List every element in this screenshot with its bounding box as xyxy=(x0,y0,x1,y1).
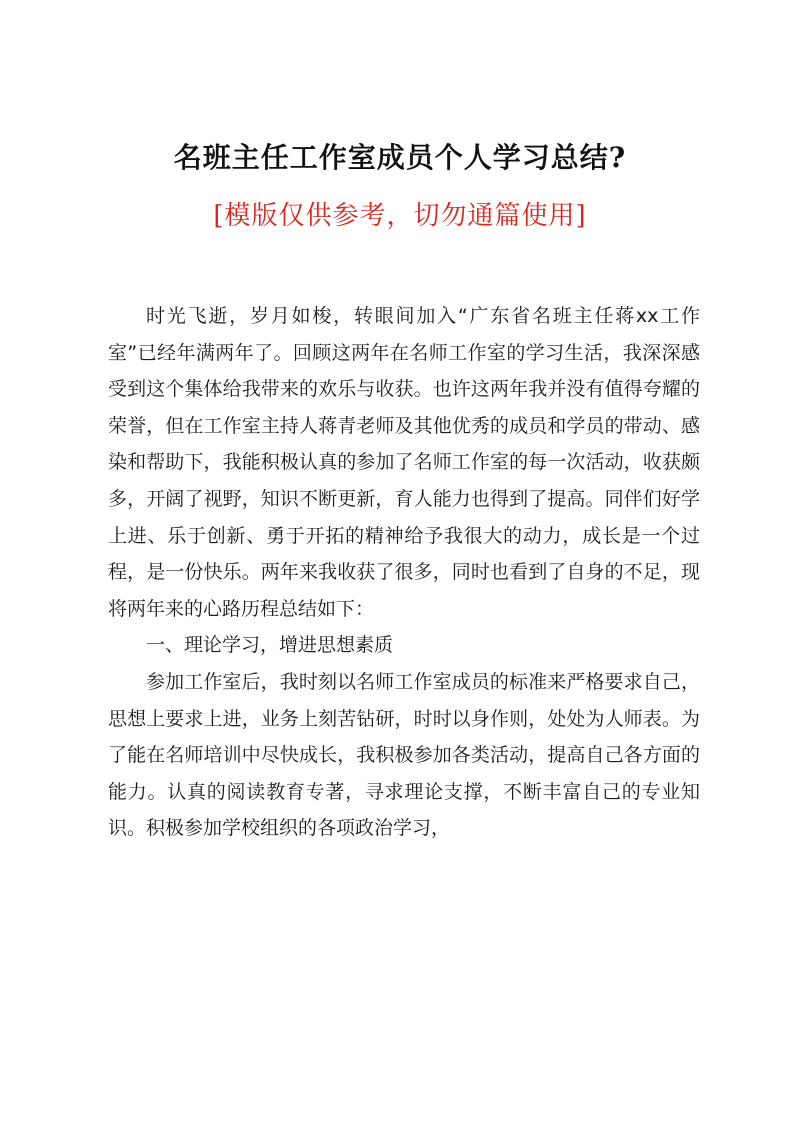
template-notice: [模版仅供参考，切勿通篇使用] xyxy=(213,201,587,231)
document-title: 名班主任工作室成员个人学习总结? xyxy=(173,141,627,174)
document-body xyxy=(108,298,700,847)
section-paragraph: 参加工作室后，我时刻以名师工作室成员的标准来严格要求自己，思想上要求上进，业务上刻苦钻研，时时以身作则，处处为人师表。为了能在名师培训中尽快成长，我积极参加各类活动，提高自己各方面的能力。认真的阅读教育专著，寻求理论支撑，不断丰富自己的专业知识。积极参加学校组织的各项政治学习， xyxy=(108,670,700,840)
section-heading: 一、理论学习，增进思想素质 xyxy=(146,634,394,657)
intro-paragraph: 时光飞逝，岁月如梭，转眼间加入“广东省名班主任蒋xx工作室”已经年满两年了。回顾这两年在名师工作室的学习生活，我深深感受到这个集体给我带来的欢乐与收获。也许这两年我并没有值得夸耀的荣誉，但在工作室主持人蒋青老师及其他优秀的成员和学员的带动、感染和帮助下，我能积极认真的参加了名师工作室的每一次活动，收获颇多，开阔了视野，知识不断更新，育人能力也得到了提高。同伴们好学上进、乐于创新、勇于开拓的精神给予我很大的动力，成长是一个过程，是一份快乐。两年来我收获了很多，同时也看到了自身的不足，现将两年来的心路历程总结如下： xyxy=(108,305,700,620)
